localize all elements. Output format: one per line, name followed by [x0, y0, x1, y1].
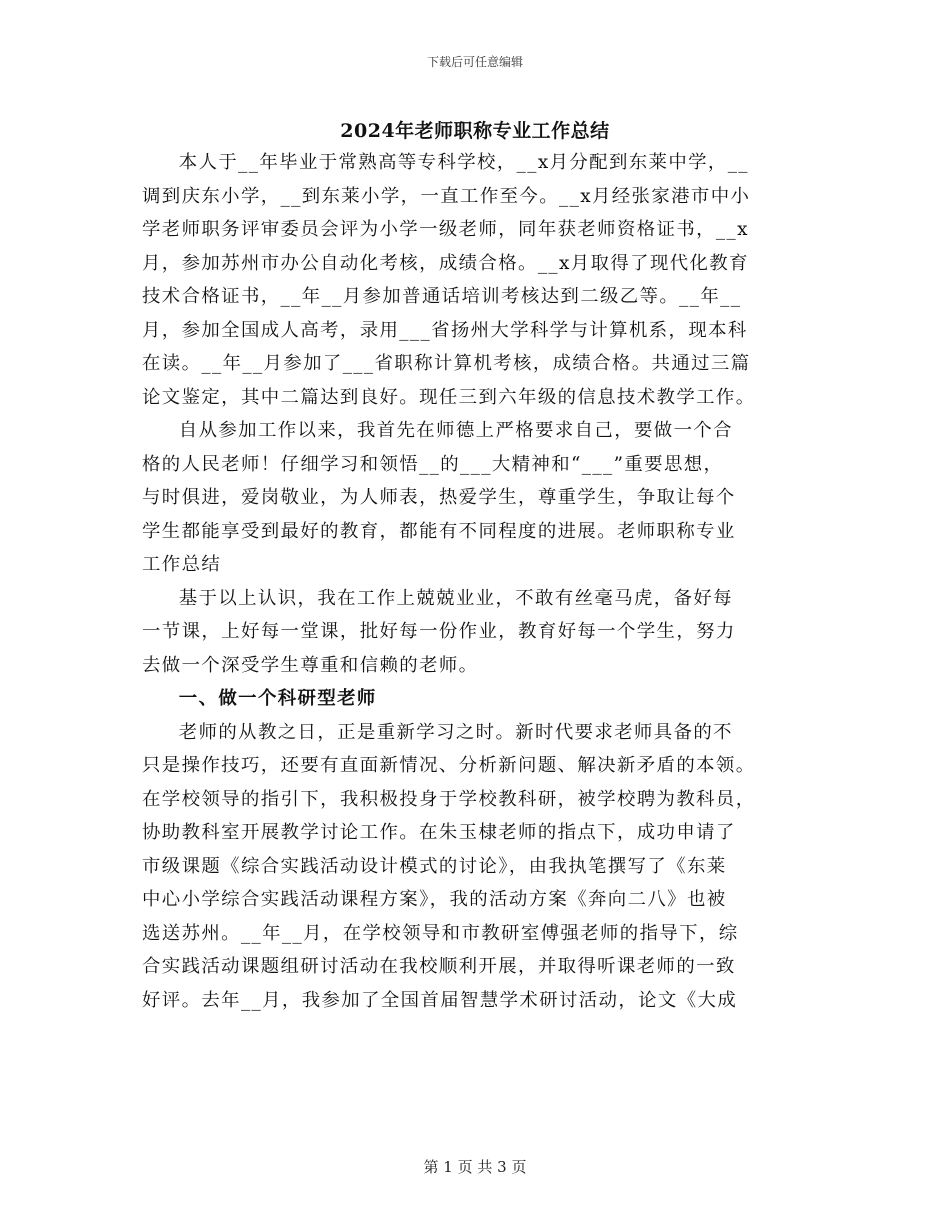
- paragraph-line: 学生都能享受到最好的教育，都能有不同程度的进展。老师职称专业: [142, 520, 736, 542]
- paragraph-line: 论文鉴定，其中二篇达到良好。现任三到六年级的信息技术教学工作。: [142, 386, 756, 408]
- paragraph-line: 在读。__年__月参加了___省职称计算机考核，成绩合格。共通过三篇: [142, 353, 751, 374]
- paragraph-line: 选送苏州。__年__月，在学校领导和市教研室傅强老师的指导下，综: [142, 922, 739, 944]
- paragraph-line: 合实践活动课题组研讨活动在我校顺利开展，并取得听课老师的一致: [142, 956, 736, 977]
- paragraph-line: 只是操作技巧，还要有直面新情况、分析新问题、解决新矛盾的本领。: [142, 755, 756, 776]
- paragraph-line: 工作总结: [142, 554, 222, 575]
- paragraph-line: 自从参加工作以来，我首先在师德上严格要求自己，要做一个合: [178, 420, 733, 441]
- page-footer: 第 1 页 共 3 页: [423, 1158, 527, 1176]
- paragraph-line: 学老师职务评审委员会评为小学一级老师，同年获老师资格证书，__x: [142, 219, 749, 240]
- paragraph-line: 技术合格证书，__年__月参加普通话培训考核达到二级乙等。__年__: [142, 286, 742, 307]
- paragraph-line: 调到庆东小学，__到东莱小学，一直工作至今。__x月经张家港市中小: [142, 185, 751, 207]
- paragraph-line: 老师的从教之日，正是重新学习之时。新时代要求老师具备的不: [178, 721, 733, 743]
- document-body: [142, 146, 812, 1017]
- paragraph-line: 月，参加苏州市办公自动化考核，成绩合格。__x月取得了现代化教育: [142, 252, 749, 274]
- document-title: 2024年老师职称专业工作总结: [340, 120, 610, 142]
- paragraph-line: 格的人民老师！仔细学习和领悟__的___大精神和“___”重要思想，: [142, 453, 724, 475]
- paragraph-line: 本人于__年毕业于常熟高等专科学校，__x月分配到东莱中学，__: [178, 152, 749, 173]
- section-heading: 一、做一个科研型老师: [178, 688, 377, 709]
- paragraph-line: 月，参加全国成人高考，录用___省扬州大学科学与计算机系，现本科: [142, 319, 748, 341]
- paragraph-line: 中心小学综合实践活动课程方案》，我的活动方案《奔向二八》也被: [142, 889, 727, 910]
- paragraph-line: 市级课题《综合实践活动设计模式的讨论》，由我执笔撰写了《东莱: [142, 855, 727, 877]
- paragraph-line: 与时俱进，爱岗敬业，为人师表，热爱学生，尊重学生，争取让每个: [142, 487, 736, 508]
- page-header: 下载后可任意编辑: [426, 55, 523, 69]
- paragraph-line: 好评。去年__月，我参加了全国首届智慧学术研讨活动，论文《大成: [142, 989, 738, 1011]
- paragraph-line: 去做一个深受学生尊重和信赖的老师。: [142, 654, 479, 676]
- paragraph-line: 在学校领导的指引下，我积极投身于学校教科研，被学校聘为教科员，: [142, 788, 756, 810]
- paragraph-line: 协助教科室开展教学讨论工作。在朱玉棣老师的指点下，成功申请了: [142, 822, 736, 843]
- paragraph-line: 一节课，上好每一堂课，批好每一份作业，教育好每一个学生，努力: [142, 621, 736, 642]
- paragraph-line: 基于以上认识，我在工作上兢兢业业，不敢有丝毫马虎，备好每: [178, 587, 733, 609]
